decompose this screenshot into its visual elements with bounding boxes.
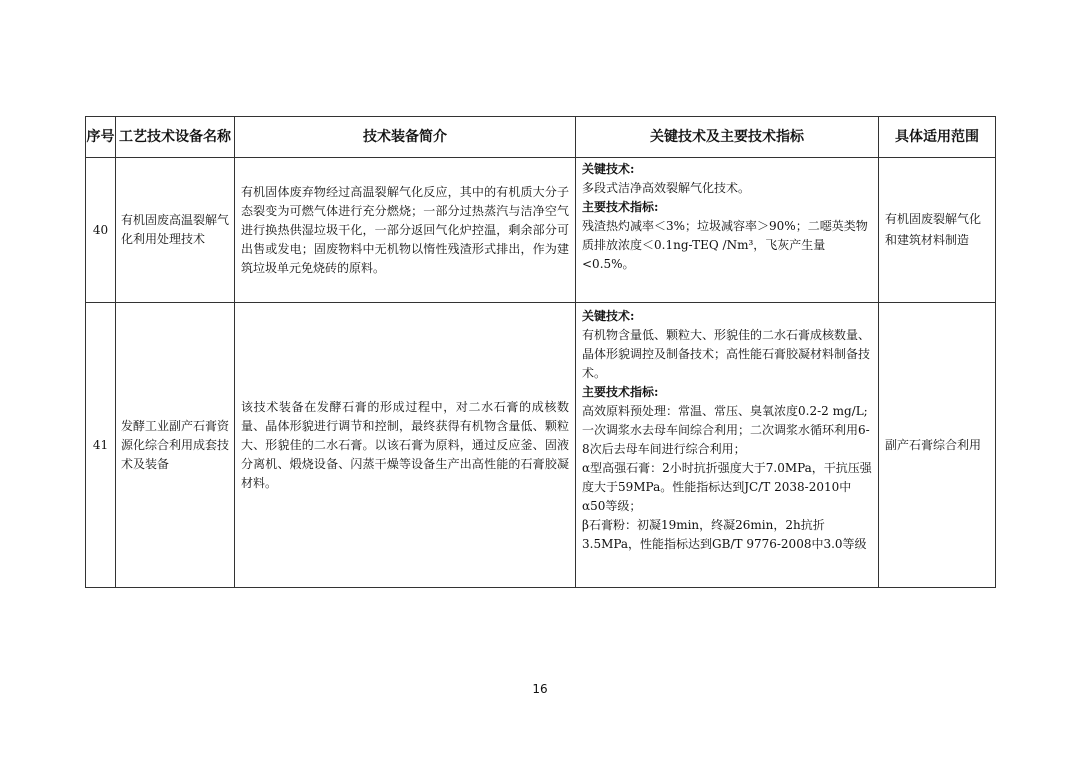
header-intro: 技术装备简介: [235, 117, 576, 158]
indicator-line: α型高强石膏：2小时抗折强度大于7.0MPa，干抗压强度大于59MPa。性能指标达到JC/T 2038-2010中α50等级；: [582, 461, 872, 513]
technology-table: [85, 116, 996, 588]
table-row: [86, 303, 996, 588]
technology-intro: 有机固体废弃物经过高温裂解气化反应，其中的有机质大分子态裂变为可燃气体进行充分燃烧；一部分过热蒸汽与洁净空气进行换热供湿垃圾干化，一部分返回气化炉控温，剩余部分可出售或发电；固废物料中无机物以惰性残渣形式排出，作为建筑垃圾单元免烧砖的原料。: [235, 158, 576, 303]
technology-name: 有机固废高温裂解气化利用处理技术: [116, 158, 235, 303]
indicator-line: 一次调浆水去母车间综合利用；二次调浆水循环利用6-8次后去母车间进行综合利用；: [582, 423, 870, 456]
page-number: 16: [532, 682, 548, 696]
table-header-row: [86, 117, 996, 158]
indicator-line: 残渣热灼减率＜3%；垃圾减容率＞90%；二噁英类物质排放浓度＜0.1ng-TEQ /Nm³，飞灰产生量<0.5%。: [582, 219, 868, 271]
key-technology-cell: [576, 303, 879, 588]
application-scope: 副产石膏综合利用: [879, 303, 996, 588]
indicator-line: 高效原料预处理：常温、常压、臭氧浓度0.2-2 mg/L;: [582, 404, 868, 418]
header-name: 工艺技术设备名称: [116, 117, 235, 158]
header-key: 关键技术及主要技术指标: [576, 117, 879, 158]
indicator-heading: 主要技术指标:: [582, 385, 659, 399]
key-technology-cell: [576, 158, 879, 303]
key-technology-heading: 关键技术:: [582, 309, 635, 323]
table-row: [86, 158, 996, 303]
key-technology-text: 多段式洁净高效裂解气化技术。: [582, 181, 751, 195]
indicator-line: β石膏粉：初凝19min，终凝26min，2h抗折3.5MPa，性能指标达到GB/T 9776-2008中3.0等级: [582, 518, 867, 551]
technology-intro: 该技术装备在发酵石膏的形成过程中，对二水石膏的成核数量、晶体形貌进行调节和控制，最终获得有机物含量低、颗粒大、形貌佳的二水石膏。以该石膏为原料，通过反应釜、固液分离机、煅烧设备、闪蒸干燥等设备生产出高性能的石膏胶凝材料。: [235, 303, 576, 588]
indicator-heading: 主要技术指标:: [582, 200, 659, 214]
row-number: 40: [86, 158, 116, 303]
application-scope: 有机固废裂解气化和建筑材料制造: [879, 158, 996, 303]
header-scope: 具体适用范围: [879, 117, 996, 158]
row-number: 41: [86, 303, 116, 588]
technology-name: 发酵工业副产石膏资源化综合利用成套技术及装备: [116, 303, 235, 588]
header-no: 序号: [86, 117, 116, 158]
key-technology-text: 有机物含量低、颗粒大、形貌佳的二水石膏成核数量、晶体形貌调控及制备技术；高性能石膏胶凝材料制备技术。: [582, 328, 871, 380]
key-technology-heading: 关键技术:: [582, 162, 635, 176]
